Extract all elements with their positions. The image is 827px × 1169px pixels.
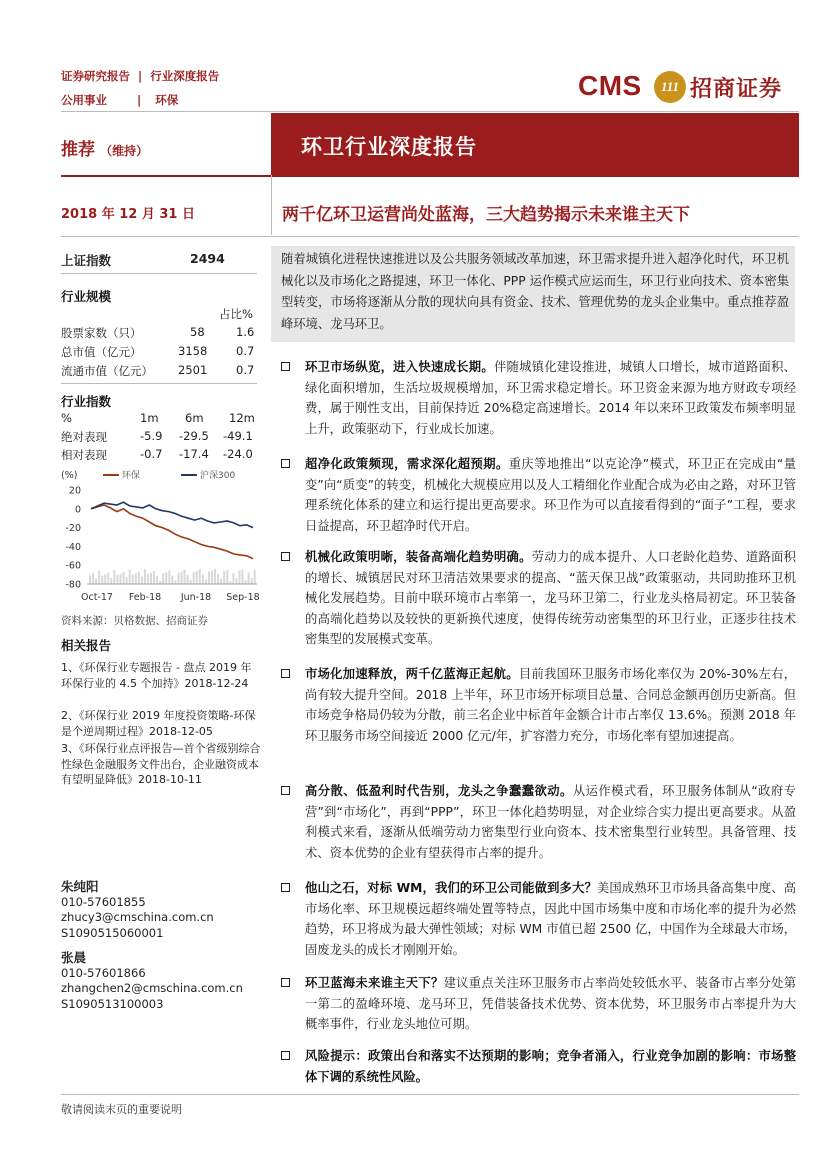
volume-bar bbox=[181, 572, 183, 584]
key-point-body: 目前我国环卫服务市场化率仅为 20%-30%左右，尚有较大提升空间。2018 上半年，环卫市场开标项目总量、合同总金额再创历史新高。但市场竞争格局仍较为分散，前三名企业中标首年金额合计市占率仅 13.6%。预测 2018 年环卫服务市场空间接近 2000 亿元/年，扩容潜力充分，市场化率有望加速提高。 bbox=[305, 667, 796, 743]
volume-bar bbox=[217, 574, 219, 584]
perf-header-row bbox=[61, 411, 257, 427]
analyst-phone: 010-57601866 bbox=[61, 965, 146, 980]
perf-header: 1m bbox=[140, 411, 159, 425]
scale-row bbox=[61, 325, 257, 341]
key-point bbox=[281, 973, 796, 1035]
legend-label: 环保 bbox=[122, 471, 141, 481]
volume-bar bbox=[208, 572, 210, 584]
perf-header: 6m bbox=[185, 411, 204, 425]
key-point-heading: 环卫市场纵览，进入快速成长期。 bbox=[305, 360, 494, 374]
index-label: 上证指数 bbox=[61, 253, 112, 268]
headline: 两千亿环卫运营尚处蓝海，三大趋势揭示未来谁主天下 bbox=[282, 205, 690, 225]
related-report-link[interactable]: 1、《环保行业专题报告 - 盘点 2019 年环保行业的 4.5 个加持》2018-12-24 bbox=[61, 661, 252, 690]
scale-title: 行业规模 bbox=[61, 289, 112, 304]
scale-row-label: 总市值（亿元） bbox=[61, 345, 142, 359]
analyst-name: 朱纯阳 bbox=[61, 879, 99, 894]
report-type-line bbox=[61, 68, 219, 84]
key-point bbox=[281, 547, 796, 650]
key-point-heading: 超净化政策频现，需求深化超预期。 bbox=[305, 457, 509, 471]
volume-bar bbox=[153, 571, 155, 584]
volume-bar bbox=[242, 570, 244, 585]
volume-bar bbox=[229, 581, 231, 584]
volume-bar bbox=[98, 571, 100, 584]
y-tick-label: 0 bbox=[74, 504, 81, 516]
y-tick-label: -60 bbox=[65, 560, 81, 572]
checkbox-bullet-icon bbox=[281, 459, 290, 468]
volume-bar bbox=[245, 580, 247, 584]
volume-bar bbox=[107, 573, 109, 584]
checkbox-bullet-icon bbox=[281, 669, 290, 678]
volume-bar bbox=[144, 569, 146, 584]
key-point bbox=[281, 454, 796, 536]
perf-value-1m: -0.7 bbox=[140, 447, 163, 461]
key-point-heading: 市场化加速释放，两千亿蓝海正起航。 bbox=[305, 667, 519, 681]
volume-bar bbox=[205, 579, 207, 584]
perf-title: 行业指数 bbox=[61, 394, 112, 409]
volume-bar bbox=[238, 571, 240, 584]
volume-bar bbox=[101, 576, 103, 585]
volume-bar bbox=[135, 573, 137, 584]
key-point-heading: 环卫蓝海未来谁主天下？ bbox=[305, 976, 444, 990]
volume-bar bbox=[232, 573, 234, 584]
volume-bar bbox=[226, 570, 228, 584]
key-point bbox=[281, 664, 796, 746]
checkbox-bullet-icon bbox=[281, 786, 290, 795]
checkbox-bullet-icon bbox=[281, 883, 290, 892]
checkbox-bullet-icon bbox=[281, 978, 290, 987]
logo-cms-text: CMS bbox=[578, 70, 642, 101]
analyst-email[interactable]: zhucy3@cmschina.com.cn bbox=[61, 910, 214, 924]
index-performance-chart bbox=[61, 466, 261, 606]
volume-bar bbox=[95, 578, 97, 584]
scale-row-pct: 0.7 bbox=[236, 344, 255, 358]
key-point-body: 伴随城镇化建设推进，城镇人口增长，城市道路面积、绿化面积增加，生活垃圾规模增加，环卫需求稳定增长。环卫资金来源为地方财政专项经费，属于刚性支出，目前保持近 20%稳定高速增长。2014 年以来环卫政策发布频率明显上升，政策驱动下，行业成长加速。 bbox=[305, 360, 796, 436]
volume-bar bbox=[211, 571, 213, 584]
key-point bbox=[281, 878, 796, 960]
perf-header: % bbox=[61, 411, 72, 425]
key-point bbox=[281, 781, 796, 863]
volume-bar bbox=[129, 569, 131, 584]
perf-row-label: 相对表现 bbox=[61, 448, 107, 462]
x-tick-label: Sep-18 bbox=[226, 592, 260, 603]
volume-bar bbox=[199, 569, 201, 584]
key-point-body: 从运作模式看，环卫服务体制从“政府专营”到“市场化”，再到“PPP”，环卫一体化趋势明显，对企业综合实力提出更高要求。从盈利模式来看，逐渐从低端劳动力密集型行业向资本、技术密集型行业转型。具备管理、技术、资本优势的企业有望获得市占率的提升。 bbox=[305, 784, 796, 860]
rating-note: （维持） bbox=[100, 144, 149, 158]
volume-bar bbox=[220, 579, 222, 584]
industry-line bbox=[61, 92, 178, 108]
volume-bar bbox=[235, 578, 237, 584]
volume-bar bbox=[254, 570, 256, 584]
volume-bar bbox=[251, 578, 253, 584]
volume-bar bbox=[162, 573, 164, 584]
volume-bar bbox=[92, 573, 94, 584]
volume-bar bbox=[248, 573, 250, 584]
volume-bar bbox=[141, 577, 143, 584]
volume-bar bbox=[202, 574, 204, 584]
volume-bar bbox=[126, 577, 128, 584]
report-subcategory: 行业深度报告 bbox=[150, 69, 220, 83]
analyst-phone: 010-57601855 bbox=[61, 894, 146, 909]
header-separator: | bbox=[137, 93, 142, 107]
perf-row bbox=[61, 447, 257, 463]
summary-box: 随着城镇化进程快速推进以及公共服务领域改革加速，环卫需求提升进入超净化时代，环卫机械化以及市场化之路提速，环卫一体化、PPP 运作模式应运而生，环卫行业向技术、资本密集型转变，市场将逐渐从分散的现状向具有资金、技术、管理优势的龙头企业集中。重点推荐盈峰环境、龙马环卫。 bbox=[271, 246, 795, 342]
analyst-card bbox=[61, 950, 243, 1012]
rating bbox=[61, 135, 148, 160]
y-tick-label: -20 bbox=[65, 523, 81, 535]
scale-col-header: 占比% bbox=[219, 307, 253, 321]
key-point-body: 建议重点关注环卫服务市占率尚处较低水平、装备市占率分处第一第二的盈峰环境、龙马环卫，凭借装备技术优势、资本优势，环卫服务市占率提升为大概率事件，行业龙头地位可期。 bbox=[305, 976, 796, 1031]
volume-bar bbox=[150, 573, 152, 584]
logo-badge-icon: 111 bbox=[654, 71, 686, 103]
volume-bar bbox=[190, 580, 192, 584]
volume-bar bbox=[138, 572, 140, 584]
analyst-cert: S1090513100003 bbox=[61, 996, 164, 1011]
scale-row-label: 股票家数（只） bbox=[61, 326, 142, 340]
analyst-name: 张晨 bbox=[61, 950, 87, 965]
perf-value-6m: -29.5 bbox=[179, 429, 209, 443]
key-point-heading: 机械化政策明晰，装备高端化趋势明确。 bbox=[305, 550, 532, 564]
volume-bar bbox=[184, 570, 186, 584]
headline-divider bbox=[61, 236, 799, 237]
related-report-link[interactable]: 2、《环保行业 2019 年度投资策略-环保是个逆周期过程》2018-12-05 bbox=[61, 709, 256, 738]
perf-value-1m: -5.9 bbox=[140, 429, 163, 443]
key-point-heading: 他山之石，对标 WM，我们的环卫公司能做到多大？ bbox=[305, 881, 597, 895]
x-tick-label: Jun-18 bbox=[180, 592, 212, 603]
volume-bar bbox=[120, 574, 122, 584]
key-point-body: 重庆等地推出“以克论净”模式，环卫正在完成由“量变”向“质变”的转变，机械化大规模应用以及人工精细化作业配合成为必由之路，对环卫管理系统化体系的建立和运行提出更高要求。环卫作为可以直接看得到的“面子”工程，要求日益提高，环卫超净时代开启。 bbox=[305, 457, 796, 533]
banner-title: 环卫行业深度报告 bbox=[301, 135, 477, 159]
volume-bar bbox=[187, 575, 189, 584]
title-divider bbox=[61, 175, 799, 177]
report-category: 证券研究报告 bbox=[61, 69, 130, 83]
volume-bar bbox=[156, 576, 158, 584]
analyst-email[interactable]: zhangchen2@cmschina.com.cn bbox=[61, 981, 243, 995]
volume-bar bbox=[196, 571, 198, 584]
chart-source: 资料来源：贝格数据、招商证券 bbox=[61, 615, 208, 627]
perf-value-12m: -24.0 bbox=[223, 447, 253, 461]
key-point-body: 美国成熟环卫市场具备高集中度、高市场化率、环卫规模远超终端处置等特点，因此中国市场集中度和市场化率的提升为必然趋势，环卫将成为最大弹性领域；对标 WM 市值已超 2500 亿，中国作为全球最大市场，固废龙头的成长才刚刚开始。 bbox=[305, 881, 796, 957]
stats-divider bbox=[61, 273, 257, 274]
y-tick-label: -80 bbox=[65, 579, 81, 591]
related-report-link[interactable]: 3、《环保行业点评报告—首个省级别综合性绿色金融服务文件出台，企业融资成本有望明显降低》2018-10-11 bbox=[61, 742, 261, 786]
perf-row bbox=[61, 429, 257, 445]
analyst-card bbox=[61, 879, 214, 941]
volume-bar bbox=[104, 574, 106, 584]
volume-bar bbox=[168, 571, 170, 584]
footer-divider bbox=[61, 1094, 799, 1095]
x-tick-label: Feb-18 bbox=[128, 592, 162, 603]
related-title: 相关报告 bbox=[61, 638, 112, 653]
stats-divider bbox=[61, 383, 257, 384]
perf-value-12m: -49.1 bbox=[223, 429, 253, 443]
footer-note: 敬请阅读末页的重要说明 bbox=[61, 1103, 182, 1116]
y-tick-label: -40 bbox=[65, 541, 81, 553]
perf-value-6m: -17.4 bbox=[179, 447, 209, 461]
volume-bar bbox=[214, 569, 216, 584]
scale-row bbox=[61, 363, 257, 379]
key-point-heading: 高分散、低盈利时代告别，龙头之争蠢蠢欲动。 bbox=[305, 784, 573, 798]
risk-warning: 风险提示：政策出台和落实不达预期的影响；竞争者涌入，行业竞争加剧的影响：市场整体下调的系统性风险。 bbox=[305, 1049, 796, 1084]
scale-row bbox=[61, 344, 257, 360]
header-divider bbox=[61, 111, 799, 112]
volume-bar bbox=[147, 574, 149, 584]
x-tick-label: Oct-17 bbox=[81, 592, 113, 603]
sector-label: 公用事业 bbox=[61, 93, 107, 107]
key-point bbox=[281, 1046, 796, 1087]
company-logo bbox=[578, 70, 800, 104]
checkbox-bullet-icon bbox=[281, 362, 290, 371]
scale-row-label: 流通市值（亿元） bbox=[61, 364, 153, 378]
checkbox-bullet-icon bbox=[281, 1051, 290, 1060]
rating-label: 推荐 bbox=[61, 140, 95, 160]
volume-bar bbox=[174, 580, 176, 584]
scale-row-value: 3158 bbox=[178, 344, 208, 358]
key-point-body: 劳动力的成本提升、人口老龄化趋势、道路面积的增长、城镇居民对环卫清洁效果要求的提高、“蓝天保卫战”政策驱动，共同助推环卫机械化发展趋势。目前中联环境市占率第一，龙马环卫第二，行业龙头格局初定。环卫装备的高端化趋势以及较快的更新换代速度，使得传统劳动密集型的环卫行业，正逐步往技术密集型的发展模式变革。 bbox=[305, 550, 796, 646]
report-date: 2018 年 12 月 31 日 bbox=[61, 207, 195, 222]
volume-bar bbox=[113, 570, 115, 584]
perf-header: 12m bbox=[229, 411, 255, 425]
key-point bbox=[281, 357, 796, 439]
scale-row-pct: 0.7 bbox=[236, 363, 255, 377]
volume-bar bbox=[159, 581, 161, 584]
scale-row-value: 58 bbox=[190, 325, 205, 339]
volume-bar bbox=[223, 571, 225, 584]
volume-bar bbox=[110, 578, 112, 584]
scale-row-value: 2501 bbox=[178, 363, 208, 377]
volume-bar bbox=[89, 575, 91, 584]
perf-row-label: 绝对表现 bbox=[61, 430, 107, 444]
legend-label: 沪深300 bbox=[200, 471, 236, 481]
title-banner bbox=[271, 113, 799, 175]
logo-cn-text: 招商证券 bbox=[690, 77, 783, 102]
volume-bar bbox=[116, 575, 118, 584]
index-value: 2494 bbox=[190, 251, 225, 266]
volume-bar bbox=[123, 572, 125, 584]
volume-bar bbox=[132, 574, 134, 584]
volume-bar bbox=[171, 576, 173, 585]
volume-bar bbox=[177, 573, 179, 584]
volume-bar bbox=[193, 572, 195, 584]
analyst-cert: S1090515060001 bbox=[61, 925, 164, 940]
column-divider bbox=[271, 175, 272, 235]
scale-row-pct: 1.6 bbox=[236, 325, 255, 339]
industry-label: 环保 bbox=[155, 93, 179, 107]
y-tick-label: 20 bbox=[68, 485, 81, 497]
index-row bbox=[61, 251, 257, 267]
header-separator: | bbox=[138, 69, 143, 83]
volume-bar bbox=[165, 572, 167, 584]
checkbox-bullet-icon bbox=[281, 552, 290, 561]
chart-unit-label: (%) bbox=[61, 470, 78, 481]
scale-header-row bbox=[61, 306, 257, 322]
series-line-csi300 bbox=[91, 502, 253, 527]
